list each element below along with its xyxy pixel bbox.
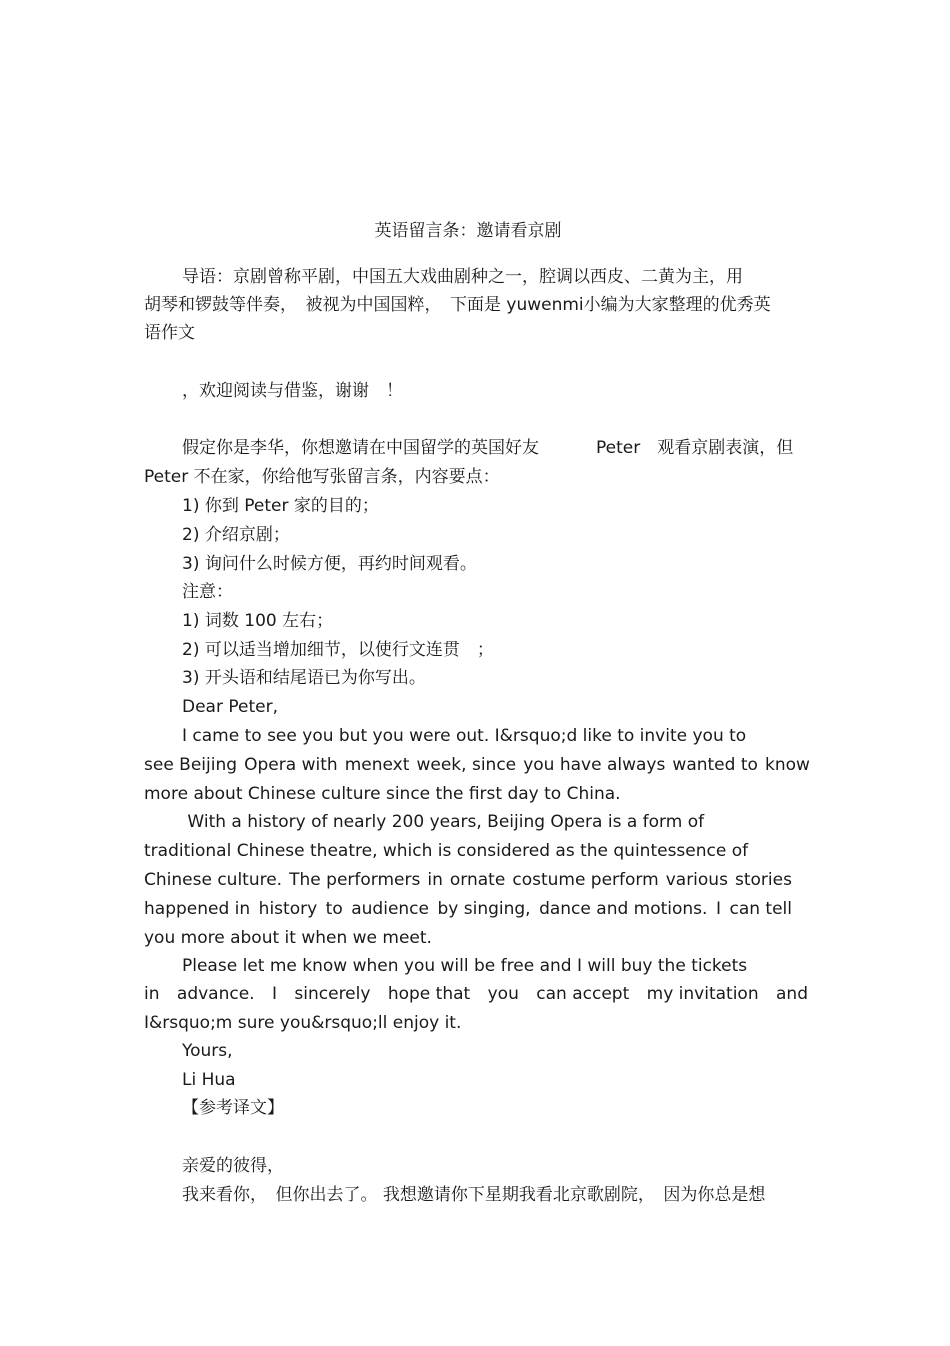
word: ornate <box>449 870 506 890</box>
p2-line-3 <box>144 869 792 891</box>
word: I <box>715 899 721 919</box>
note-label: 注意： <box>182 582 233 602</box>
letter-signature: Li Hua <box>182 1070 236 1090</box>
point-item: 2) 介绍京剧； <box>182 525 290 545</box>
p1-line-1: I came to see you but you were out. I&rsquo;d like to invite you to <box>182 726 747 746</box>
word: my invitation <box>646 984 759 1004</box>
word: advance. <box>176 984 255 1004</box>
p2-line-5: you more about it when we meet. <box>144 928 432 948</box>
letter-salutation: Dear Peter, <box>182 697 278 717</box>
word: and <box>776 984 808 1004</box>
word: in <box>427 870 443 890</box>
point-item: 3) 询问什么时候方便，再约时间观看。 <box>182 554 477 574</box>
task-line-1a: 假定你是李华，你想邀请在中国留学的英国好友 <box>182 438 539 458</box>
word: menext <box>344 755 410 775</box>
word: happened in <box>144 899 251 919</box>
p3-line-2 <box>144 983 808 1005</box>
cn-salutation: 亲爱的彼得， <box>182 1156 284 1176</box>
word: see Beijing <box>144 755 238 775</box>
word: history <box>258 899 318 919</box>
intro-line-2: 胡琴和锣鼓等伴奏， 被视为中国国粹， 下面是 yuwenmi小编为大家整理的优秀英 <box>144 295 771 315</box>
note-item: 3) 开头语和结尾语已为你写出。 <box>182 668 426 688</box>
p2-line-4 <box>144 898 792 920</box>
word: audience <box>351 899 429 919</box>
note-item: 2) 可以适当增加细节，以使行文连贯 ； <box>182 640 494 660</box>
reference-translation-label: 【参考译文】 <box>182 1098 284 1118</box>
point-item: 1) 你到 Peter 家的目的； <box>182 496 379 516</box>
word: can accept <box>536 984 630 1004</box>
p1-line-2 <box>144 754 810 776</box>
word: wanted to <box>672 755 758 775</box>
welcome-line: ，欢迎阅读与借鉴，谢谢 ！ <box>182 381 403 401</box>
word: sincerely <box>294 984 371 1004</box>
word: Opera with <box>244 755 338 775</box>
cn-line-1: 我来看你， 但你出去了。 我想邀请你下星期我看北京歌剧院， 因为你总是想 <box>182 1185 766 1205</box>
word: costume perform <box>512 870 659 890</box>
word: stories <box>734 870 792 890</box>
p2-line-1: With a history of nearly 200 years, Beijing Opera is a form of <box>182 812 705 832</box>
word: by singing, <box>437 899 531 919</box>
word: in <box>144 984 160 1004</box>
word: can tell <box>729 899 792 919</box>
word: dance and motions. <box>539 899 708 919</box>
p3-line-1: Please let me know when you will be free and I will buy the tickets <box>182 956 748 976</box>
word: Chinese culture. <box>144 870 283 890</box>
word: you have always <box>523 755 666 775</box>
task-line-1b: Peter 观看京剧表演，但 <box>596 438 794 458</box>
doc-title: 英语留言条：邀请看京剧 <box>374 221 562 241</box>
word: various <box>665 870 728 890</box>
word: week, since <box>416 755 517 775</box>
word: I <box>271 984 277 1004</box>
intro-line-3: 语作文 <box>144 323 195 343</box>
note-item: 1) 词数 100 左右； <box>182 611 334 631</box>
word: The performers <box>289 870 421 890</box>
word: hope that <box>387 984 471 1004</box>
word: know <box>764 755 810 775</box>
task-line-2: Peter 不在家，你给他写张留言条，内容要点： <box>144 467 500 487</box>
word: you <box>487 984 519 1004</box>
letter-closing: Yours, <box>182 1041 233 1061</box>
p3-line-3: I&rsquo;m sure you&rsquo;ll enjoy it. <box>144 1013 462 1033</box>
p2-line-2: traditional Chinese theatre, which is considered as the quintessence of <box>144 841 749 861</box>
intro-line-1: 导语：京剧曾称平剧，中国五大戏曲剧种之一，腔调以西皮、二黄为主，用 <box>182 267 743 287</box>
word: to <box>325 899 343 919</box>
p1-line-3: more about Chinese culture since the first day to China. <box>144 784 621 804</box>
